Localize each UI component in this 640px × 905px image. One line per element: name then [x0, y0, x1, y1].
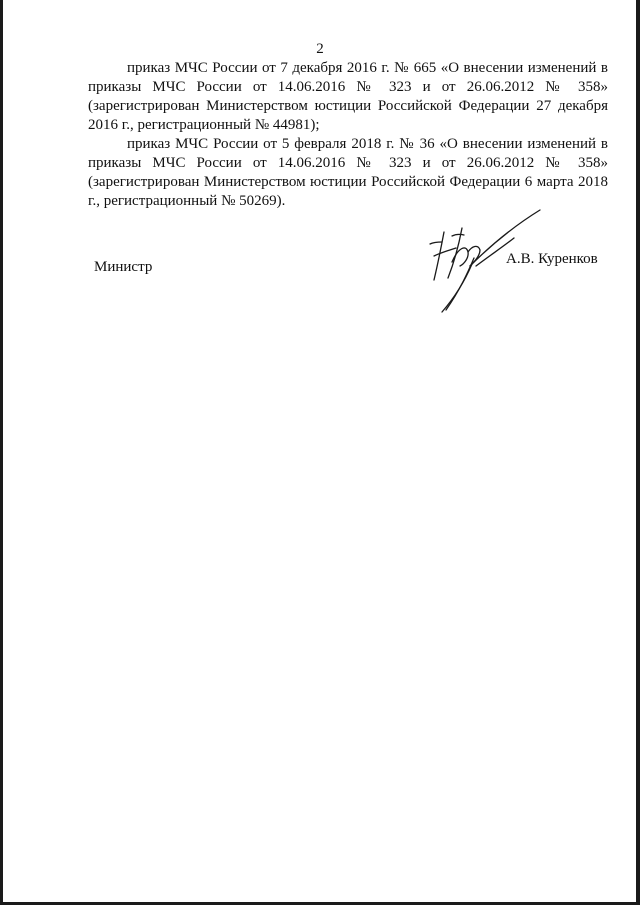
signatory-name: А.В. Куренков	[506, 251, 598, 267]
signatory-role: Министр	[94, 259, 153, 275]
paragraph-order-665: приказ МЧС России от 7 декабря 2016 г. № 665 «О внесении изменений в приказы МЧС России от 14.06.2016 № 323 и от 26.06.2012 № 358» (зарегистрирован Министерством юстиции Российской Федерации 27 декабря 2016 г., регистрационный № 44981);	[88, 60, 608, 133]
scan-edge-left	[0, 0, 3, 905]
paragraph-order-36: приказ МЧС России от 5 февраля 2018 г. № 36 «О внесении изменений в приказы МЧС России от 14.06.2016 № 323 и от 26.06.2012 № 358» (зарегистрирован Министерством юстиции Российской Федерации 6 марта 2018 г., регистрационный № 50269).	[88, 136, 608, 209]
document-body	[88, 59, 608, 211]
page-number: 2	[316, 41, 324, 57]
scan-edge-right	[636, 0, 640, 905]
